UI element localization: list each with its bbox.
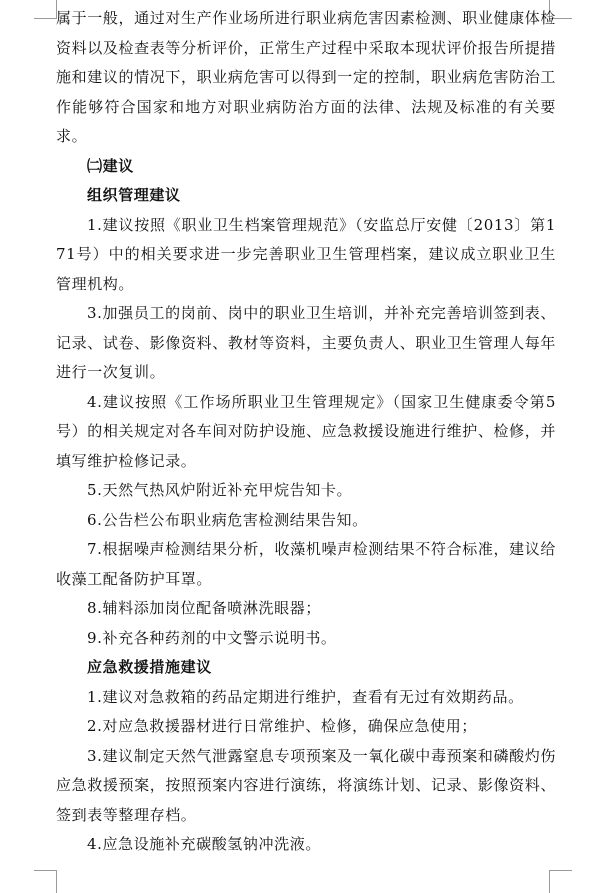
crop-mark-bottom-right (549, 870, 572, 893)
org-item: 7.根据噪声检测结果分析，收藻机噪声检测结果不符合标准，建议给收藻工配备防护耳罩。 (56, 540, 556, 588)
crop-mark-bottom-left (34, 870, 57, 893)
intro-paragraph: 属于一般，通过对生产作业场所进行职业病危害因素检测、职业健康体检资料以及检查表等分析评价，正常生产过程中采取本现状评价报告所提措施和建议的情况下，职业病危害可以得到一定的控制，职业病危害防治工作能够符合国家和地方对职业病防治方面的法律、法规及标准的有关要求。 (56, 9, 556, 145)
org-item: 9.补充各种药剂的中文警示说明书。 (87, 628, 337, 647)
org-heading: 组织管理建议 (87, 186, 181, 204)
emergency-item: 3.建议制定天然气泄露窒息专项预案及一氧化碳中毒预案和磷酸灼伤应急救援预案，按照预案内容进行演练，将演练计划、记录、影像资料、签到表等整理存档。 (56, 746, 556, 824)
org-item: 6.公告栏公布职业病危害检测结果告知。 (87, 510, 368, 529)
org-item: 1.建议按照《职业卫生档案管理规范》（安监总厅安健〔2013〕第171号）中的相关要求进一步完善职业卫生管理档案，建议成立职业卫生管理机构。 (56, 215, 556, 293)
emergency-item: 1.建议对急救箱的药品定期进行维护，查看有无过有效期药品。 (87, 687, 524, 706)
org-item: 3.加强员工的岗前、岗中的职业卫生培训，并补充完善培训签到表、记录、试卷、影像资料、教材等资料，主要负责人、职业卫生管理人每年进行一次复训。 (56, 304, 556, 381)
org-item: 4.建议按照《工作场所职业卫生管理规定》（国家卫生健康委令第5号）的相关规定对各车间对防护设施、应急救援设施进行维护、检修，并填写维护检修记录。 (56, 392, 556, 470)
crop-mark-top-left (34, 0, 57, 19)
org-item: 8.辅料添加岗位配备喷淋洗眼器； (87, 599, 321, 617)
org-item: 5.天然气热风炉附近补充甲烷告知卡。 (87, 481, 353, 499)
emergency-item: 2.对应急救援器材进行日常维护、检修，确保应急使用； (87, 717, 477, 735)
document-body (56, 4, 556, 860)
emergency-heading: 应急救援措施建议 (87, 658, 212, 676)
emergency-item: 4.应急设施补充碳酸氢钠冲洗液。 (87, 835, 321, 853)
section-title: ㈡建议 (87, 156, 134, 175)
